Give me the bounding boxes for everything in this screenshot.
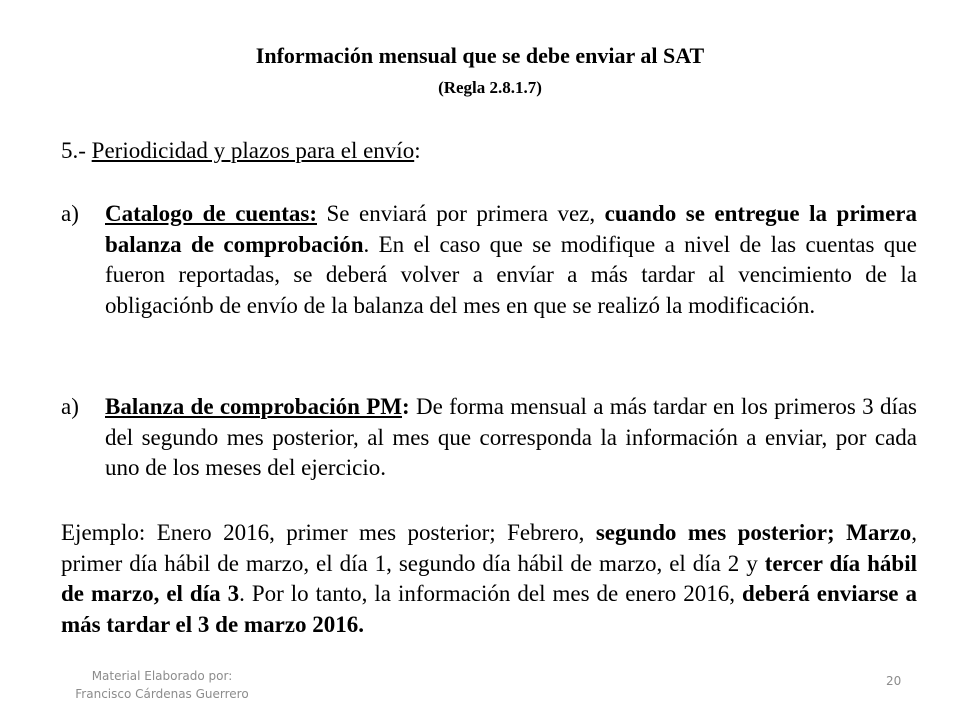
example-text: , primer día hábil de marzo, el día 1, segundo día hábil de marzo, el día 2 y [61,520,917,576]
item-text: . En el caso que se modifique a nivel de las cuentas que fueron reportadas, se deberá volver a envíar a más tardar al vencimiento de la obligaciónb de envío de la balanza del mes en que se realizó la modificación. [105,231,917,318]
section-heading-colon: : [414,138,421,163]
footer-credit [62,667,262,703]
item-label-colon: : [402,394,410,419]
example-emphasis: segundo mes posterior; Marzo [595,520,912,545]
list-item-catalogo [61,199,917,321]
credit-line: Material Elaborado por: [91,669,233,683]
credit-author: Francisco Cárdenas Guerrero [75,687,249,701]
item-label: Balanza de comprobación PM [105,394,402,419]
list-marker: a) [61,394,79,419]
rule-reference: (Regla 2.8.1.7) [438,78,542,97]
section-heading [61,136,421,166]
example-text: . Por lo tanto, la información del mes de enero 2016, [239,581,743,606]
item-emphasis: cuando se entregue la primera balanza de comprobación [105,201,917,257]
section-heading-text: Periodicidad y plazos para el envío [91,138,415,163]
section-number: 5.- [61,138,92,163]
list-item-text [105,392,917,484]
example-emphasis: tercer día hábil de marzo, el día 3 [61,550,917,606]
list-marker: a) [61,201,79,226]
example-paragraph [61,518,917,640]
item-text: Se enviará por primera vez, [316,201,605,226]
page-number: 20 [886,674,902,688]
item-label: Catalogo de cuentas: [105,201,317,226]
example-conclusion: deberá enviarse a más tardar el 3 de marzo 2016. [61,581,918,637]
item-text: De forma mensual a más tardar en los primeros 3 días del segundo mes posterior, al mes que corresponda la información a enviar, por cada uno de los meses del ejercicio. [105,394,917,480]
example-text: Ejemplo: Enero 2016, primer mes posterior; Febrero, [61,520,596,545]
list-item-balanza [61,392,917,484]
list-item-text [105,199,917,321]
page-title: Información mensual que se debe enviar al SAT [255,43,705,68]
